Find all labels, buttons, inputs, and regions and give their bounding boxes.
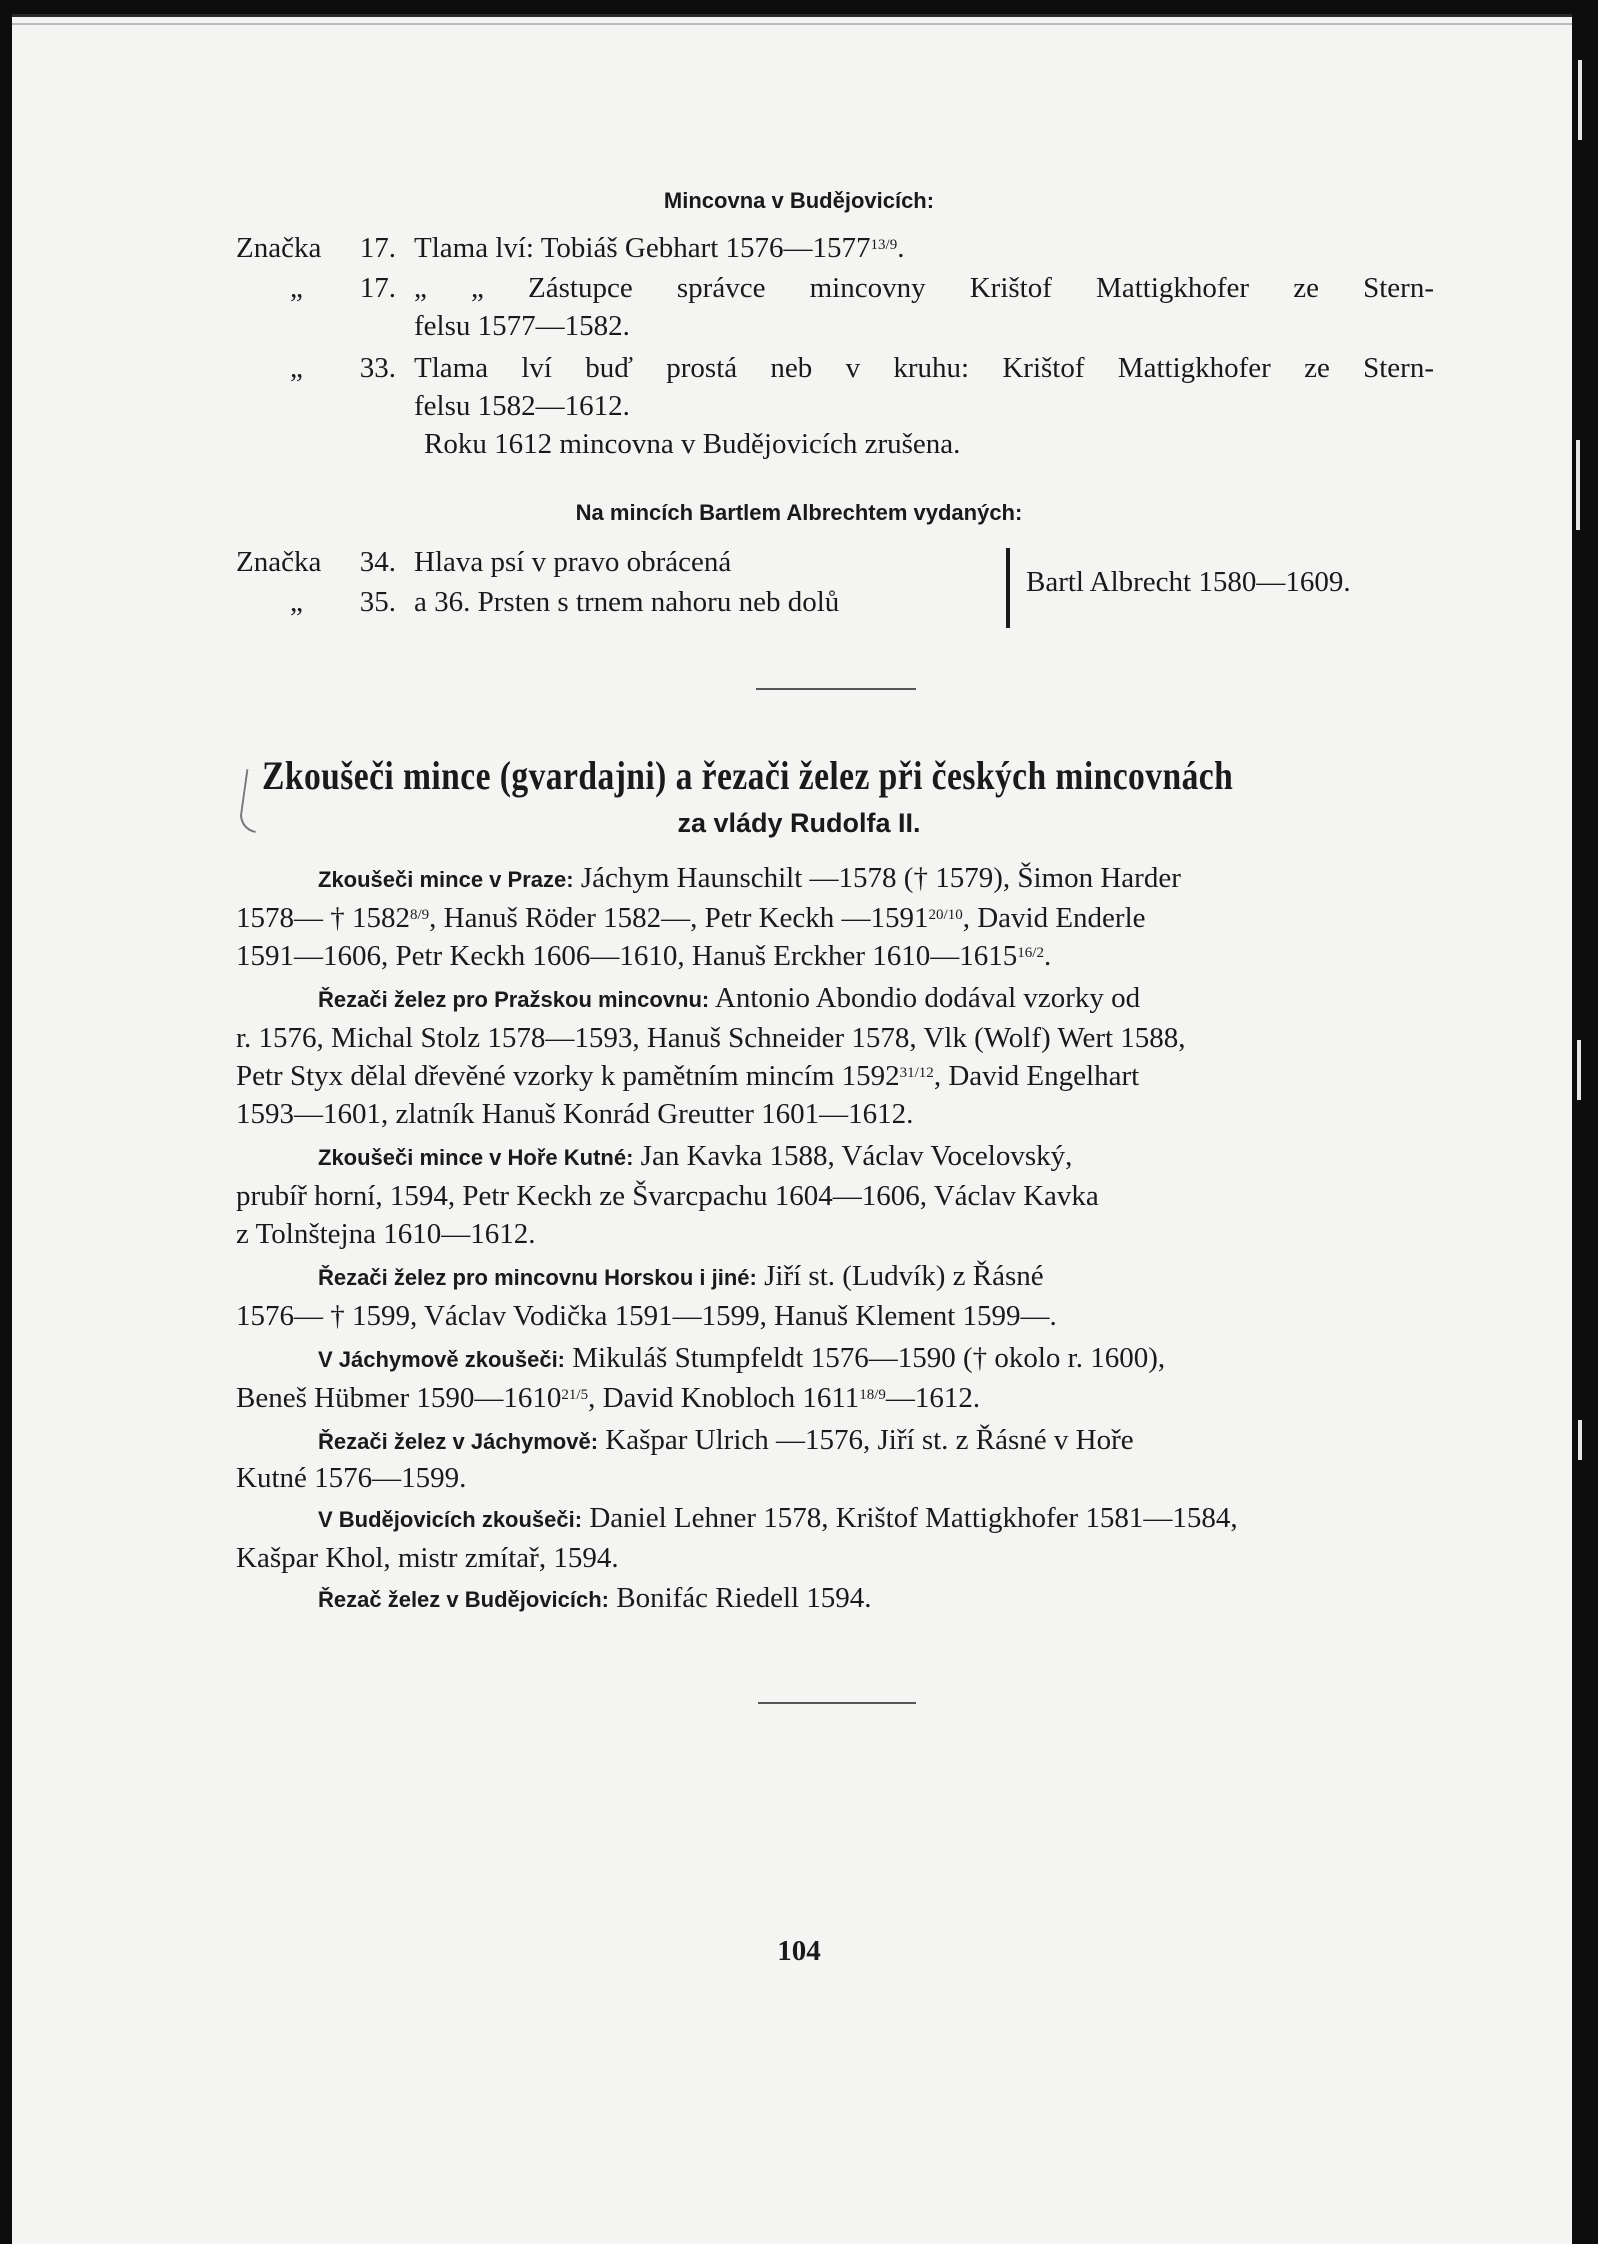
- mint-closure-note: Roku 1612 mincovna v Budějovicích zrušena.: [424, 428, 961, 460]
- heading-bartl-albrecht: Na mincích Bartlem Albrechtem vydaných:: [575, 500, 1023, 525]
- chapter-subtitle: za vlády Rudolfa II.: [677, 808, 921, 838]
- heading-budejovice-mint: Mincovna v Budějovicích:: [663, 188, 935, 213]
- bracket: [1006, 548, 1010, 628]
- divider-2: [758, 1702, 916, 1704]
- entry-17-b-cont: felsu 1577—1582.: [414, 310, 630, 342]
- bartl-albrecht-dates: Bartl Albrecht 1580—1609.: [1026, 566, 1351, 598]
- page-number: 104: [777, 1935, 821, 1967]
- divider-1: [756, 688, 916, 690]
- page-edge-shadow: [1572, 0, 1598, 2241]
- chapter-title: Zkoušeči mince (gvardajni) a řezači želez při českých mincovnách: [262, 753, 1234, 798]
- entry-33-cont: felsu 1582—1612.: [414, 390, 630, 422]
